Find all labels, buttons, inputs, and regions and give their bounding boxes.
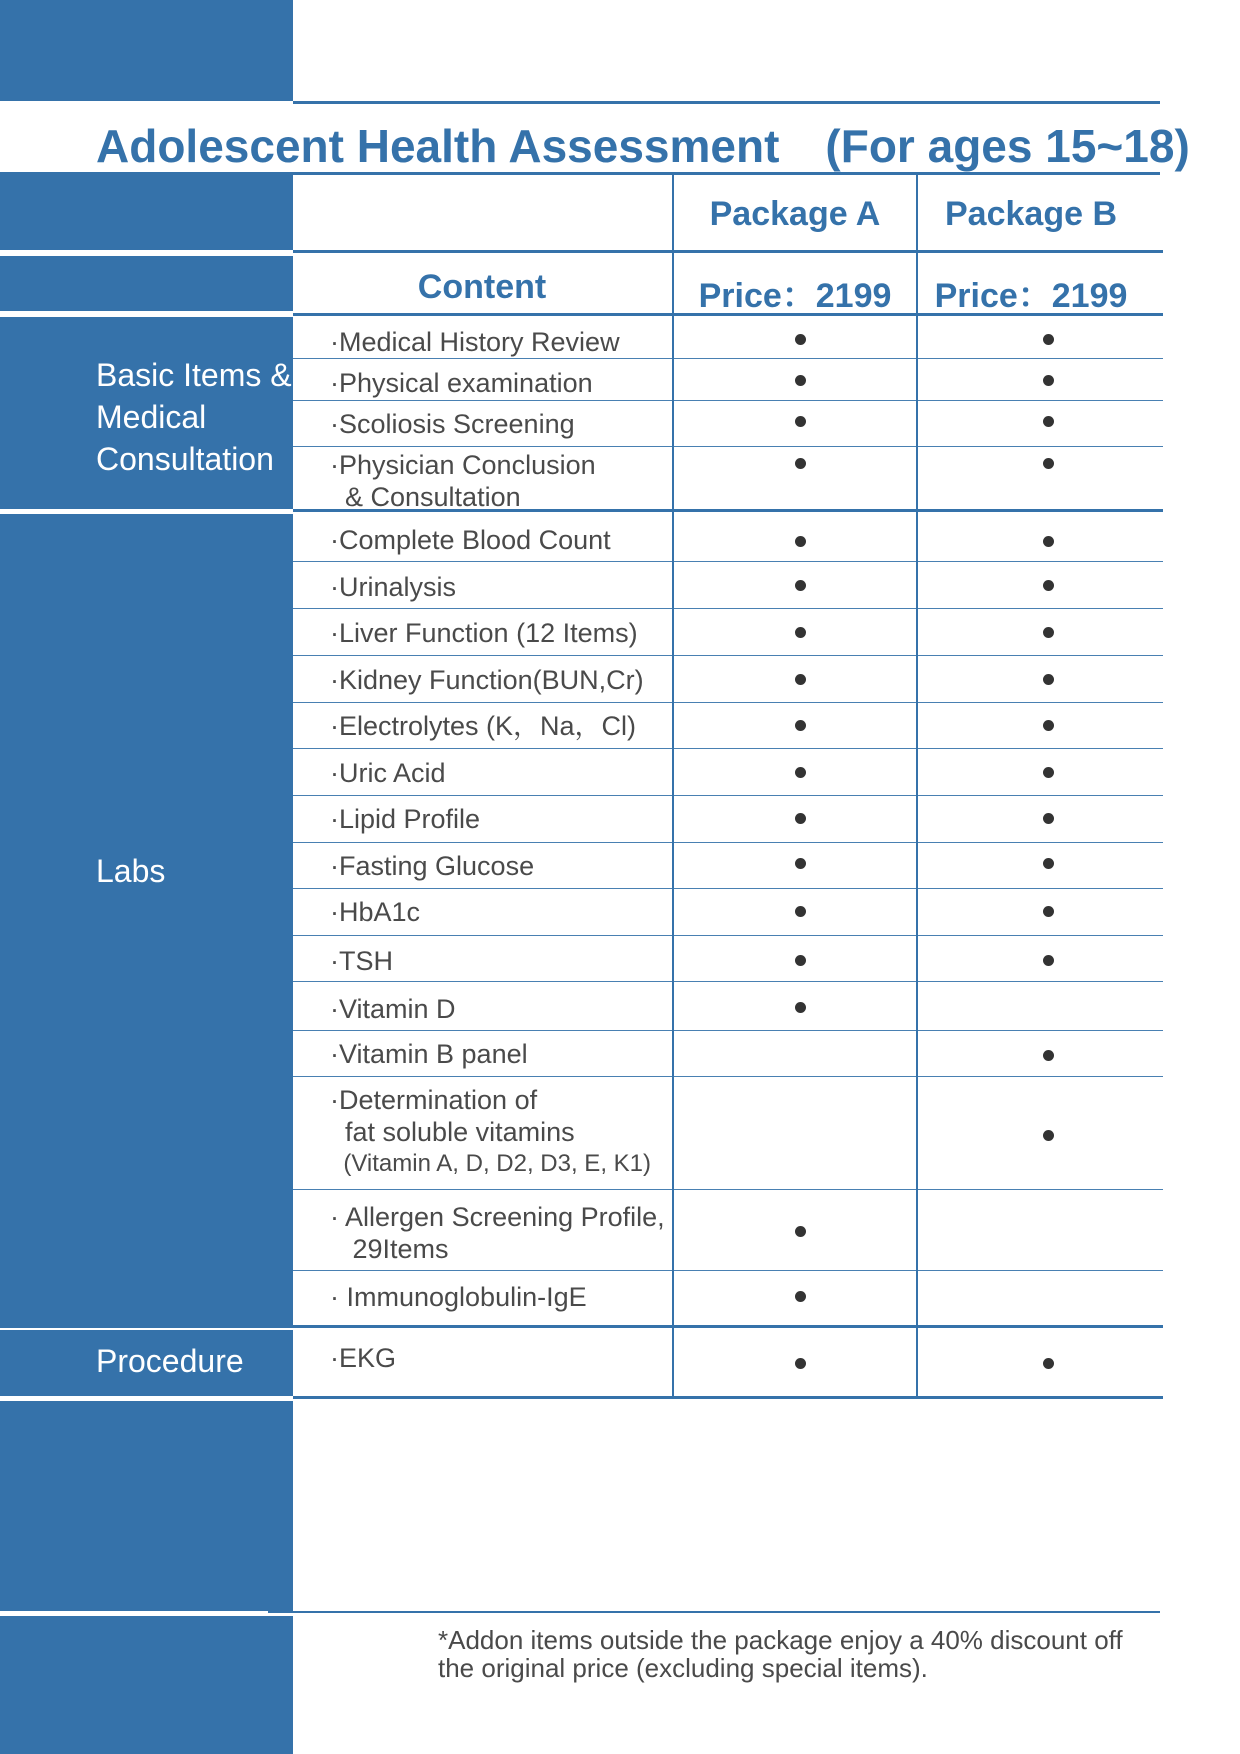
section-rule-labs <box>0 1325 1163 1328</box>
column-divider-a <box>672 172 674 1398</box>
included-dot-package-a <box>795 1226 806 1237</box>
table-row-item <box>330 524 611 556</box>
table-row-item <box>330 367 593 399</box>
row-separator <box>293 1076 1163 1077</box>
included-dot-package-b <box>1043 458 1054 469</box>
item-line: ·Determination of <box>330 1085 538 1115</box>
price-b: Price：2199 <box>934 277 1128 315</box>
item-line: ·Medical History Review <box>330 327 620 357</box>
page-title: Adolescent Health Assessment (For ages 15~18) <box>96 120 1190 172</box>
table-row-item <box>330 993 456 1025</box>
included-dot-package-a <box>795 767 806 778</box>
item-line: ·EKG <box>330 1343 397 1373</box>
included-dot-package-a <box>795 536 806 547</box>
item-line: · Allergen Screening Profile, <box>330 1202 665 1232</box>
item-line: ·HbA1c <box>330 897 421 927</box>
category-basic: Basic Items & Medical Consultation <box>96 357 292 477</box>
header-rule-1 <box>293 250 1163 253</box>
item-line: ·Lipid Profile <box>330 804 481 834</box>
included-dot-package-b <box>1043 416 1054 427</box>
included-dot-package-a <box>795 375 806 386</box>
item-line: ·Kidney Function(BUN,Cr) <box>330 665 644 695</box>
included-dot-package-b <box>1043 375 1054 386</box>
included-dot-package-b <box>1043 720 1054 731</box>
included-dot-package-a <box>795 1002 806 1013</box>
item-line: ·Urinalysis <box>330 572 457 602</box>
section-rule-procedure <box>293 1396 1163 1399</box>
included-dot-package-a <box>795 627 806 638</box>
item-line: ·Fasting Glucose <box>330 851 535 881</box>
included-dot-package-a <box>795 813 806 824</box>
included-dot-package-b <box>1043 1358 1054 1369</box>
table-row-item <box>330 664 644 696</box>
included-dot-package-b <box>1043 1050 1054 1061</box>
included-dot-package-a <box>795 720 806 731</box>
included-dot-package-b <box>1043 334 1054 345</box>
included-dot-package-a <box>795 674 806 685</box>
included-dot-package-b <box>1043 674 1054 685</box>
item-line: (Vitamin A, D, D2, D3, E, K1) <box>330 1150 651 1177</box>
table-row-item <box>330 326 620 358</box>
included-dot-package-a <box>795 858 806 869</box>
row-separator <box>293 981 1163 982</box>
title-bottom-rule <box>0 172 1160 175</box>
left-band-header-1 <box>0 175 293 250</box>
item-line: ·Liver Function (12 Items) <box>330 618 638 648</box>
footnote: *Addon items outside the package enjoy a 40% discount off the original price (excluding special items). <box>438 1625 1123 1683</box>
table-row-item <box>330 710 636 742</box>
item-line: 29Items <box>330 1234 449 1264</box>
table-row-item <box>330 617 638 649</box>
table-row-item <box>330 1342 396 1374</box>
table-row-item <box>330 1084 651 1180</box>
row-separator <box>293 935 1163 936</box>
included-dot-package-b <box>1043 580 1054 591</box>
table-row-item <box>330 1281 587 1313</box>
included-dot-package-b <box>1043 906 1054 917</box>
item-line: ·Scoliosis Screening <box>330 409 575 439</box>
included-dot-package-a <box>795 1291 806 1302</box>
column-divider-b <box>916 172 918 1398</box>
title-top-rule <box>293 101 1160 104</box>
included-dot-package-b <box>1043 1130 1054 1141</box>
category-labs: Labs <box>96 853 166 889</box>
included-dot-package-a <box>795 580 806 591</box>
note-top-rule <box>268 1611 1160 1613</box>
row-separator <box>293 400 1163 401</box>
package-a-header: Package A <box>709 195 881 233</box>
item-line: ·Uric Acid <box>330 758 446 788</box>
item-line: ·TSH <box>330 946 393 976</box>
table-row-item <box>330 803 480 835</box>
item-line: ·Physician Conclusion <box>330 450 596 480</box>
row-separator <box>293 748 1163 749</box>
table-row-item <box>330 945 393 977</box>
category-procedure: Procedure <box>96 1343 244 1379</box>
row-separator <box>293 608 1163 609</box>
content-header: Content <box>417 268 547 306</box>
included-dot-package-a <box>795 458 806 469</box>
included-dot-package-b <box>1043 536 1054 547</box>
included-dot-package-b <box>1043 813 1054 824</box>
left-band-labs <box>0 514 293 1325</box>
left-band-bottom-1 <box>0 1401 293 1611</box>
row-separator <box>293 795 1163 796</box>
table-row-item <box>330 757 446 789</box>
item-line: ·Vitamin D <box>330 994 456 1024</box>
table-row-item <box>330 449 596 513</box>
table-row-item <box>330 408 575 440</box>
item-line: ·Physical examination <box>330 368 593 398</box>
table-row-item <box>330 1038 528 1070</box>
included-dot-package-b <box>1043 767 1054 778</box>
price-a: Price：2199 <box>698 277 892 315</box>
left-band-header-2 <box>0 256 293 311</box>
table-row-item <box>330 571 456 603</box>
row-separator <box>293 842 1163 843</box>
included-dot-package-a <box>795 1358 806 1369</box>
item-line: ·Vitamin B panel <box>330 1039 528 1069</box>
item-line: ·Electrolytes (K，Na，Cl) <box>330 711 637 741</box>
row-separator <box>293 446 1163 447</box>
table-row-item <box>330 850 534 882</box>
package-b-header: Package B <box>945 195 1117 233</box>
row-separator <box>293 1270 1163 1271</box>
row-separator <box>293 1189 1163 1190</box>
included-dot-package-a <box>795 906 806 917</box>
included-dot-package-b <box>1043 858 1054 869</box>
item-line: & Consultation <box>330 482 521 512</box>
row-separator <box>293 702 1163 703</box>
item-line: fat soluble vitamins <box>330 1117 575 1147</box>
item-line: ·Complete Blood Count <box>330 525 611 555</box>
included-dot-package-a <box>795 334 806 345</box>
row-separator <box>293 561 1163 562</box>
row-separator <box>293 888 1163 889</box>
included-dot-package-b <box>1043 955 1054 966</box>
included-dot-package-b <box>1043 627 1054 638</box>
left-band-bottom-2 <box>0 1616 293 1754</box>
row-separator <box>293 1030 1163 1031</box>
table-row-item <box>330 1201 665 1265</box>
row-separator <box>293 358 1163 359</box>
item-line: · Immunoglobulin-IgE <box>330 1282 587 1312</box>
table-row-item <box>330 896 420 928</box>
left-band-top <box>0 0 293 101</box>
row-separator <box>293 655 1163 656</box>
included-dot-package-a <box>795 955 806 966</box>
included-dot-package-a <box>795 416 806 427</box>
